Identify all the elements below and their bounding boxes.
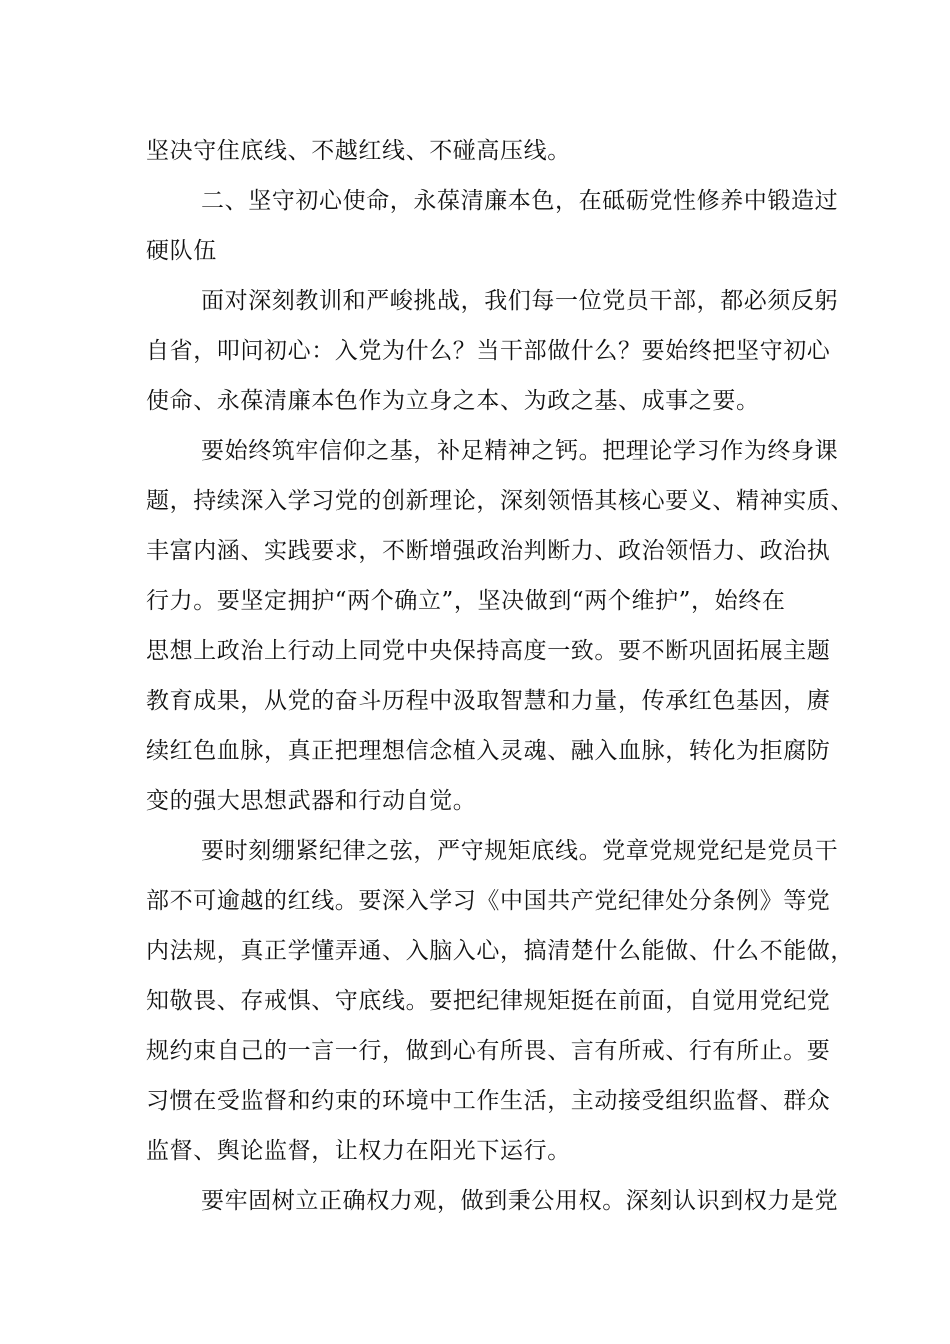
text-line: 内法规，真正学懂弄通、入脑入心，搞清楚什么能做、什么不能做，: [146, 938, 854, 964]
section-heading-line: 二、坚守初心使命，永葆清廉本色，在砥砺党性修养中锻造过: [201, 188, 839, 214]
text-line: 变的强大思想武器和行动自觉。: [146, 788, 477, 814]
text-line: 题，持续深入学习党的创新理论，深刻领悟其核心要义、精神实质、: [146, 488, 854, 514]
section-heading-line: 硬队伍: [146, 238, 217, 264]
text-line: 思想上政治上行动上同党中央保持高度一致。要不断巩固拓展主题: [146, 638, 831, 664]
text-line: 坚决守住底线、不越红线、不碰高压线。: [146, 138, 571, 164]
text-line: 部不可逾越的红线。要深入学习《中国共产党纪律处分条例》等党: [146, 888, 831, 914]
text-line: 丰富内涵、实践要求，不断增强政治判断力、政治领悟力、政治执: [146, 538, 831, 564]
text-line: 知敬畏、存戒惧、守底线。要把纪律规矩挺在前面，自觉用党纪党: [146, 988, 831, 1014]
text-line: 规约束自己的一言一行，做到心有所畏、言有所戒、行有所止。要: [146, 1038, 831, 1064]
text-line: 使命、永葆清廉本色作为立身之本、为政之基、成事之要。: [146, 388, 760, 414]
text-line: 行力。要坚定拥护“两个确立”，坚决做到“两个维护”，始终在: [146, 588, 786, 614]
text-line: 自省，叩问初心：入党为什么？当干部做什么？要始终把坚守初心: [146, 338, 831, 364]
text-line: 监督、舆论监督，让权力在阳光下运行。: [146, 1138, 571, 1164]
text-line: 教育成果，从党的奋斗历程中汲取智慧和力量，传承红色基因，赓: [146, 688, 831, 714]
text-line: 续红色血脉，真正把理想信念植入灵魂、融入血脉，转化为拒腐防: [146, 738, 831, 764]
text-line: 面对深刻教训和严峻挑战，我们每一位党员干部，都必须反躬: [201, 288, 839, 314]
text-line: 习惯在受监督和约束的环境中工作生活，主动接受组织监督、群众: [146, 1088, 831, 1114]
text-line: 要时刻绷紧纪律之弦，严守规矩底线。党章党规党纪是党员干: [201, 838, 839, 864]
text-line: 要始终筑牢信仰之基，补足精神之钙。把理论学习作为终身课: [201, 438, 839, 464]
text-line: 要牢固树立正确权力观，做到秉公用权。深刻认识到权力是党: [201, 1188, 839, 1214]
